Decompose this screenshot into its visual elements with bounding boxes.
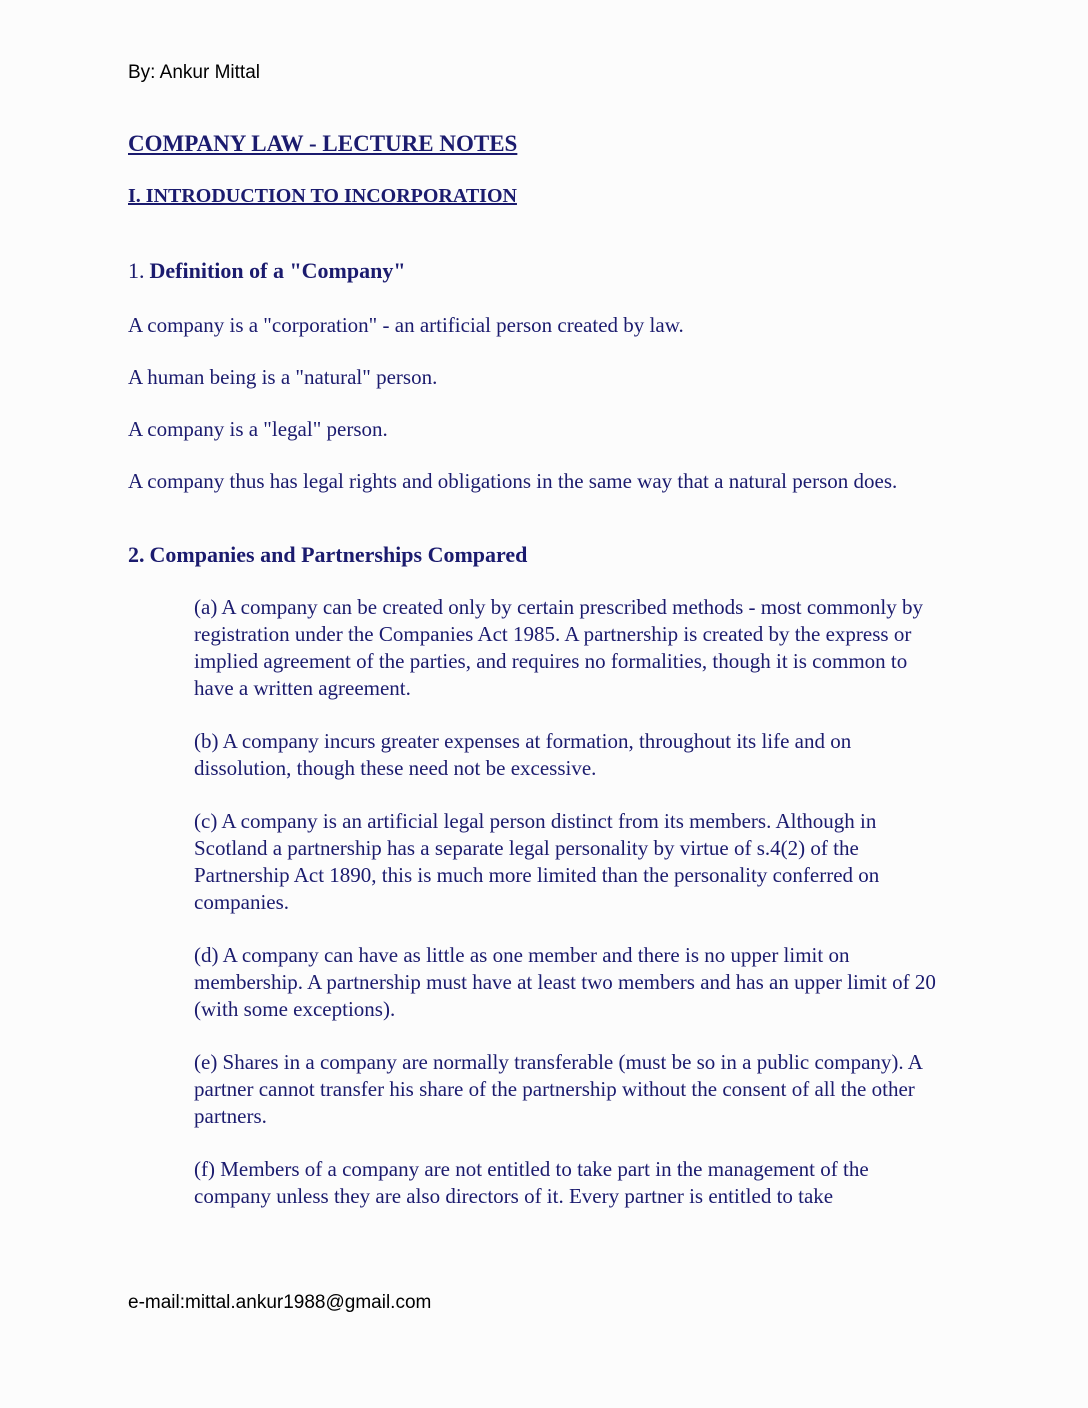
document-subtitle: I. INTRODUCTION TO INCORPORATION	[128, 185, 517, 207]
section-number: 2.	[128, 542, 145, 567]
section-title: Companies and Partnerships Compared	[149, 542, 528, 567]
section-heading	[128, 542, 960, 568]
section-title: Definition of a "Company"	[149, 258, 406, 283]
document-title: COMPANY LAW - LECTURE NOTES	[128, 131, 518, 156]
section-number: 1.	[128, 258, 145, 283]
section-companies-vs-partnerships	[128, 542, 960, 1210]
body-paragraph: A company is a "legal" person.	[128, 417, 388, 441]
section-heading	[128, 258, 960, 284]
list-item: (f) Members of a company are not entitled to take part in the management of the company unless they are also directors of it. Every partner is entitled to take	[194, 1157, 869, 1208]
body-paragraph: A company is a "corporation" - an artificial person created by law.	[128, 313, 684, 337]
list-item: (a) A company can be created only by certain prescribed methods - most commonly by registration under the Companies Act 1985. A partnership is created by the express or implied agreement of the parties, and requires no formalities, though it is common to have a written agreement.	[194, 595, 923, 700]
comparison-list	[194, 594, 939, 1210]
section-definition-of-company	[128, 258, 960, 495]
body-paragraph: A company thus has legal rights and obligations in the same way that a natural person does.	[128, 469, 898, 493]
list-item: (d) A company can have as little as one member and there is no upper limit on membership. A partnership must have at least two members and has an upper limit of 20 (with some exceptions).	[194, 943, 936, 1021]
section-body	[128, 312, 960, 495]
list-item: (c) A company is an artificial legal person distinct from its members. Although in Scotland a partnership has a separate legal personality by virtue of s.4(2) of the Partnership Act 1890, this is much more limited than the personality conferred on companies.	[194, 809, 880, 914]
list-item: (e) Shares in a company are normally transferable (must be so in a public company). A partner cannot transfer his share of the partnership without the consent of all the other partners.	[194, 1050, 922, 1128]
body-paragraph: A human being is a "natural" person.	[128, 365, 438, 389]
author-line: By: Ankur Mittal	[128, 62, 260, 83]
list-item: (b) A company incurs greater expenses at formation, throughout its life and on dissolution, though these need not be excessive.	[194, 729, 852, 780]
footer-email: e-mail:mittal.ankur1988@gmail.com	[128, 1292, 432, 1313]
